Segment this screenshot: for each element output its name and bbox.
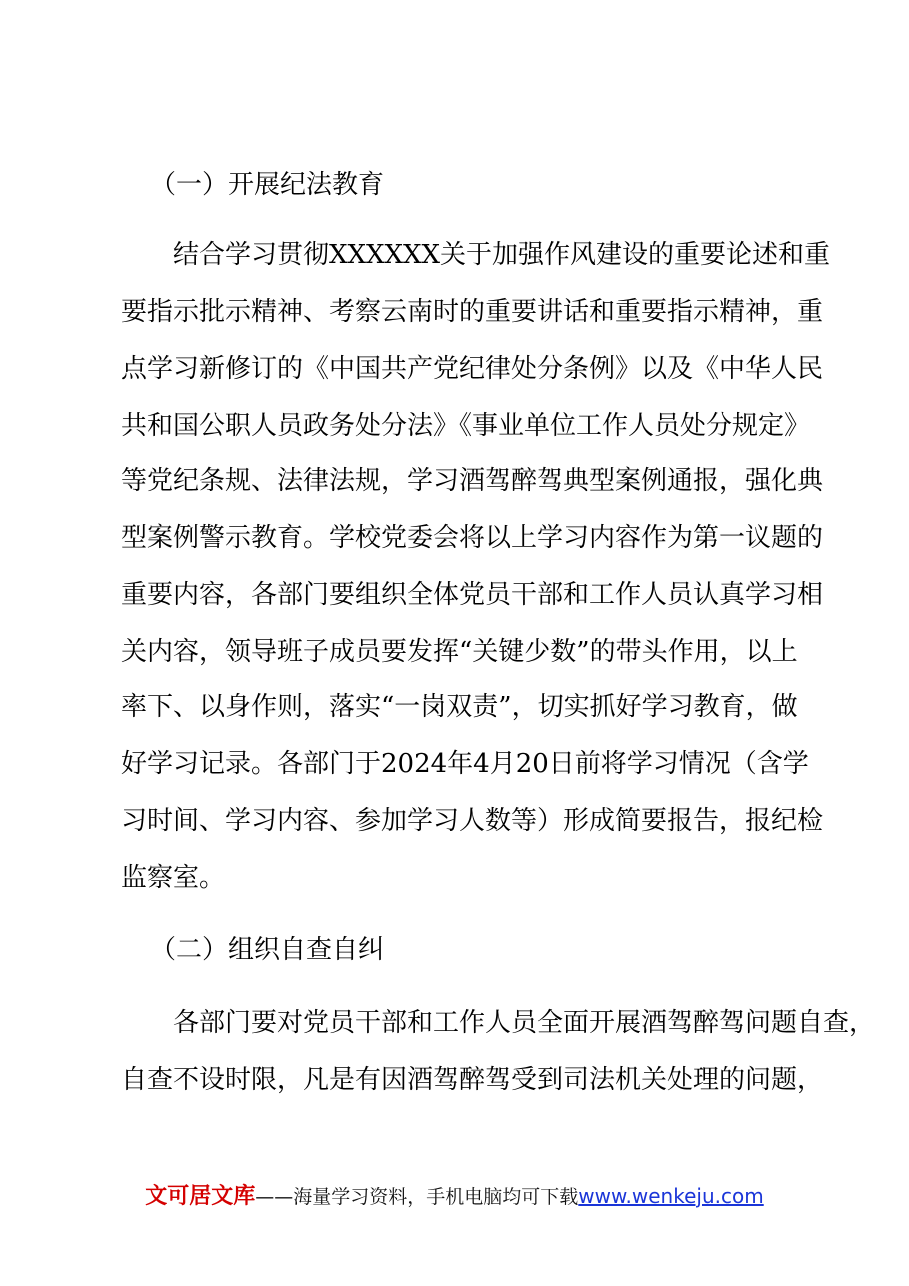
- section-heading-2: （二）组织自查自纠: [150, 935, 385, 965]
- footer-brand: 文可居文库: [145, 1184, 256, 1209]
- footer-website-link[interactable]: www.wenkeju.com: [578, 1184, 764, 1208]
- paragraph-line: 结合学习贯彻XXXXXX关于加强作风建设的重要论述和重: [121, 240, 831, 270]
- footer-dash: ——: [255, 1186, 294, 1208]
- paragraph-line: 型案例警示教育。学校党委会将以上学习内容作为第一议题的: [121, 523, 824, 553]
- section-heading-1: （一）开展纪法教育: [150, 170, 385, 200]
- paragraph-line: 习时间、学习内容、参加学习人数等）形成简要报告，报纪检: [121, 806, 824, 836]
- paragraph-line: 率下、以身作则，落实“一岗双责”，切实抓好学习教育，做: [121, 692, 798, 722]
- footer-slogan: 海量学习资料，手机电脑均可下载: [293, 1186, 579, 1208]
- paragraph-line: 各部门要对党员干部和工作人员全面开展酒驾醉驾问题自查，: [121, 1008, 876, 1038]
- paragraph-line: 点学习新修订的《中国共产党纪律处分条例》以及《中华人民: [121, 354, 824, 384]
- paragraph-line: 重要内容，各部门要组织全体党员干部和工作人员认真学习相: [121, 580, 824, 610]
- paragraph-line: 监察室。: [121, 863, 226, 893]
- paragraph-line: 好学习记录。各部门于2024年4月20日前将学习情况（含学: [121, 749, 809, 779]
- paragraph-line: 等党纪条规、法律法规，学习酒驾醉驾典型案例通报，强化典: [121, 466, 824, 496]
- paragraph-line: 自查不设时限，凡是有因酒驾醉驾受到司法机关处理的问题，: [121, 1065, 824, 1095]
- footer-banner: [0, 1182, 909, 1211]
- paragraph-line: 共和国公职人员政务处分法》《事业单位工作人员处分规定》: [121, 411, 811, 441]
- paragraph-line: 关内容，领导班子成员要发挥“关键少数”的带头作用，以上: [121, 637, 798, 667]
- paragraph-line: 要指示批示精神、考察云南时的重要讲话和重要指示精神，重: [121, 297, 824, 327]
